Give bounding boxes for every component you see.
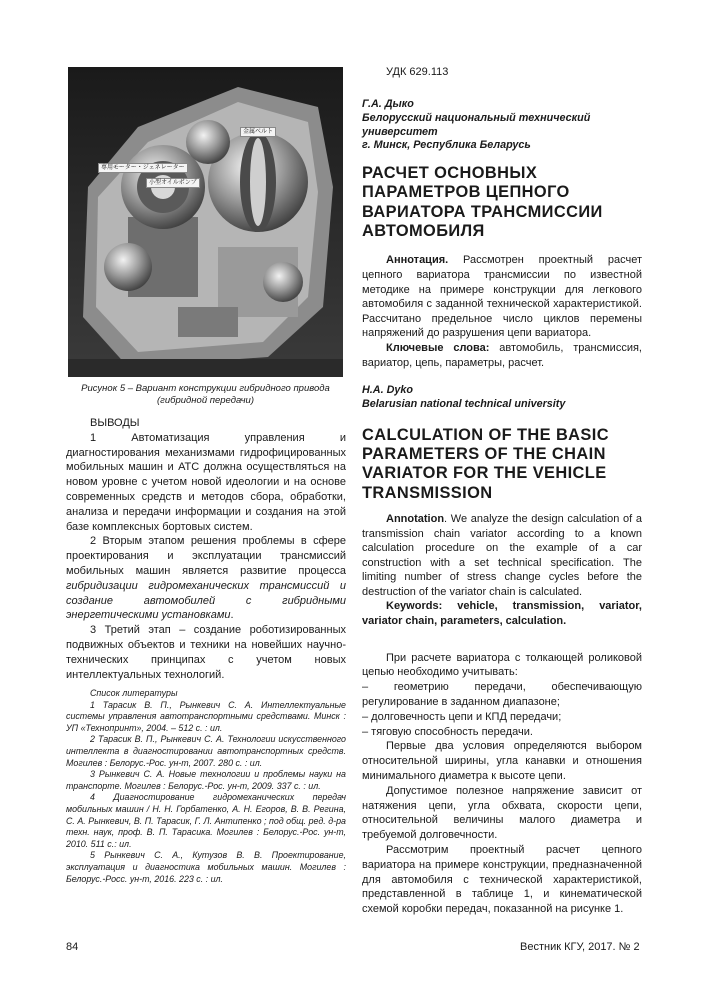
- annotation-ru-text: Рассмотрен проектный расчет цепного вариатора трансмиссии по известной методике на примере конструкции для легкового автомобиля с заданной технической характеристикой. Рассчитано предельное число циклов перемены напряжений до разрушения цепи вариатора.: [362, 254, 642, 340]
- references-section: [66, 688, 346, 885]
- conclusion-2-end: .: [230, 609, 234, 622]
- conclusion-2-italic: гибридизации гидромеханических трансмиссий и создание автомобилей с гибридными энергетическими установками: [66, 579, 346, 622]
- conclusion-1: 1 Автоматизация управления и диагностирования механизмами гидрофицированных мобильных машин и АТС должна осуществляться на новом уровне с учетом новой идеологии и на основе современных средств и методов сбора, обработки, анализа и передачи информации и создания на этой базе комплексных бортовых систем.: [66, 431, 346, 533]
- udk-code: УДК 629.113: [386, 66, 449, 78]
- affiliation-en: Belarusian national technical university: [362, 397, 566, 410]
- conclusion-2: [66, 534, 346, 623]
- author-en: H.A. Dyko: [362, 384, 413, 397]
- body-paragraph: При расчете вариатора с толкающей роликовой цепью необходимо учитывать:: [362, 651, 642, 679]
- reference-item: 5 Рынкевич С. А., Кутузов В. В. Проектирование, эксплуатация и диагностика мобильных машин. Могилев : Белорус.-Росс. ун-т, 2016. 223 с. : ил.: [66, 850, 346, 884]
- references-heading: Список литературы: [90, 688, 178, 698]
- figure-label-pump: 小型オイルポンプ: [146, 178, 200, 188]
- keywords-ru-text: автомобиль, трансмиссия, вариатор, цепь, параметры, расчет.: [362, 341, 642, 369]
- author-ru: Г.А. Дыко: [362, 98, 414, 110]
- reference-item: 2 Тарасик В. П., Рынкевич С. А. Технологии искусственного интеллекта в диагностировании автотранспортных средств. Могилев : Белорус.-Рос. ун-т, 2007. 280 с. : ил.: [66, 734, 346, 768]
- conclusion-3: 3 Третий этап – создание роботизированных подвижных объектов и техники на новейших научно-технических принципах с учетом новых интеллектуальных технологий.: [66, 624, 346, 681]
- page-number: 84: [66, 941, 79, 953]
- reference-item: 3 Рынкевич С. А. Новые технологии и проблемы науки на транспорте. Могилев : Белорус.-Рос. ун-т, 2009. 337 с. : ил.: [66, 769, 346, 791]
- body-paragraph: Допустимое полезное напряжение зависит от натяжения цепи, угла обхвата, скорости цепи, относительной величины малого диаметра и требуемой долговечности.: [362, 784, 642, 842]
- figure-caption: [68, 383, 343, 407]
- figure-caption-line1: Рисунок 5 – Вариант конструкции гибридного привода: [81, 383, 330, 394]
- reference-item: 1 Тарасик В. П., Рынкевич С. А. Интеллектуальные системы управления автотранспортными средствами. Минск : УП «Технопринт», 2004. – 512 с. : ил.: [66, 699, 346, 733]
- reference-item: 4 Диагностирование гидромеханических передач мобильных машин / Н. Н. Горбатенко, А. Н. Егоров, В. В. Регина, С. А. Рынкевич, В. П. Тарасик, Г. Л. Антипенко ; под общ. ред. д-ра техн. наук, проф. В. П. Тарасика. Могилев : Белорус.-Рос. ун-т, 2010. 511 с.: ил.: [66, 792, 346, 849]
- figure-label-motor: 専用モーター・ジェネレーター: [98, 163, 188, 173]
- journal-footer: Вестник КГУ, 2017. № 2: [520, 941, 640, 953]
- keywords-ru-label: Ключевые слова:: [386, 341, 490, 354]
- annotation-en: [362, 512, 642, 600]
- annotation-en-text: . We analyze the design calculation of a transmission chain variator according to a known calculation procedure on the example of a car construction with a set technical specification. The limiting number of stress change cycles before the destruction of the variator chain is calculated.: [362, 512, 642, 598]
- transmission-illustration: [68, 67, 343, 377]
- annotation-ru: [362, 253, 642, 341]
- annotation-en-label: Annotation: [386, 512, 445, 525]
- body-list-item: – тяговую способность передачи.: [362, 725, 533, 738]
- transmission-photo: [68, 67, 343, 377]
- figure-label-belt: 金属ベルト: [240, 127, 276, 137]
- body-list-item: – долговечность цепи и КПД передачи;: [362, 710, 562, 723]
- keywords-en: Keywords: vehicle, transmission, variator, variator chain, parameters, calculation.: [362, 600, 642, 628]
- figure-caption-line2: (гибридной передачи): [157, 395, 254, 406]
- conclusions-heading: ВЫВОДЫ: [90, 417, 140, 429]
- affiliation-ru: Белорусский национальный технический университет: [362, 111, 591, 138]
- article-title-en: CALCULATION OF THE BASIC PARAMETERS OF THE CHAIN VARIATOR FOR THE VEHICLE TRANSMISSION: [362, 425, 609, 502]
- body-list-item: – геометрию передачи, обеспечивающую регулирование в заданном диапазоне;: [362, 681, 642, 709]
- annotation-ru-label: Аннотация.: [386, 254, 449, 267]
- article-title-ru: РАСЧЕТ ОСНОВНЫХ ПАРАМЕТРОВ ЦЕПНОГО ВАРИАТОРА ТРАНСМИССИИ АВТОМОБИЛЯ: [362, 164, 603, 241]
- city-ru: г. Минск, Республика Беларусь: [362, 139, 531, 152]
- body-paragraph: Первые два условия определяются выбором относительной ширины, угла канавки и отношения минимального диаметра к высоте цепи.: [362, 740, 642, 783]
- conclusions-section: [66, 416, 346, 682]
- keywords-ru: [362, 341, 642, 370]
- body-paragraph: Рассмотрим проектный расчет цепного вариатора на примере конструкции, предназначенной для автомобиля с технической характеристикой, представленной в таблице 1, и кинематической схемой коробки передач, показанной на рисунке 1.: [362, 844, 642, 916]
- conclusion-2-text: 2 Вторым этапом решения проблемы в сфере проектирования и эксплуатации трансмиссий мобильных машин является развитие процесса: [66, 535, 346, 577]
- article-column: [362, 66, 642, 917]
